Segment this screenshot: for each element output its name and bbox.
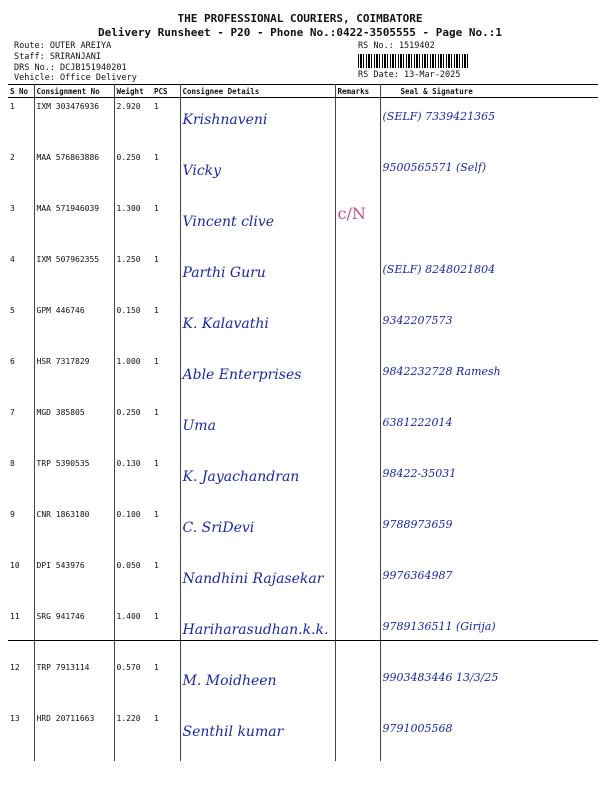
row-sno: 11 xyxy=(8,608,34,659)
row-signature: 9842232728 Ramesh xyxy=(382,365,501,378)
table-row xyxy=(8,98,598,150)
row-remarks xyxy=(335,710,380,761)
row-weight: 1.220 xyxy=(116,714,141,723)
row-weight: 0.250 xyxy=(116,408,141,417)
row-remarks xyxy=(335,455,380,506)
table-row xyxy=(8,200,598,251)
row-signature xyxy=(380,200,598,251)
route-label: Route: OUTER AREIYA xyxy=(14,41,112,51)
row-consignment-no: IXM 507962355 xyxy=(34,251,114,302)
row-remarks: c/N xyxy=(335,200,380,251)
row-pcs: 1 xyxy=(152,506,180,557)
row-weight: 0.570 xyxy=(116,663,141,672)
row-signature: (SELF) 8248021804 xyxy=(382,263,496,276)
table-row xyxy=(8,353,598,404)
row-pcs: 1 xyxy=(152,710,180,761)
row-remarks xyxy=(335,608,380,659)
row-consignee: Vincent clive xyxy=(180,200,335,251)
row-consignment-no: SRG 941746 xyxy=(34,608,114,659)
row-remarks xyxy=(335,659,380,710)
row-signature: 6381222014 xyxy=(382,416,453,429)
row-pcs: 1 xyxy=(152,200,180,251)
row-pcs: 1 xyxy=(152,98,180,150)
row-signature: 9976364987 xyxy=(382,569,453,582)
row-consignment-no: GPM 446746 xyxy=(34,302,114,353)
table-row xyxy=(8,608,598,659)
row-sno: 4 xyxy=(8,251,34,302)
row-weight: 1.300 xyxy=(116,204,141,213)
row-consignment-no: HRD 20711663 xyxy=(34,710,114,761)
row-consignment-no: MAA 576863886 xyxy=(34,149,114,200)
company-title: THE PROFESSIONAL COURIERS, COIMBATORE xyxy=(177,12,423,25)
row-remarks xyxy=(335,404,380,455)
row-consignee: Krishnaveni xyxy=(180,98,335,150)
table-row xyxy=(8,404,598,455)
row-pcs: 1 xyxy=(152,404,180,455)
runsheet-subtitle: Delivery Runsheet - P20 - Phone No.:0422-3505555 - Page No.:1 xyxy=(98,26,502,39)
row-sno: 2 xyxy=(8,149,34,200)
row-weight: 1.400 xyxy=(116,612,141,621)
row-remarks xyxy=(335,302,380,353)
row-consignment-no: MGD 385805 xyxy=(34,404,114,455)
row-remarks xyxy=(335,506,380,557)
table-row xyxy=(8,710,598,761)
row-weight: 0.130 xyxy=(116,459,141,468)
rs-number: RS No.: 1519402 xyxy=(358,41,435,51)
row-consignee: K. Jayachandran xyxy=(180,455,335,506)
row-consignee: Senthil kumar xyxy=(180,710,335,761)
row-pcs: 1 xyxy=(152,659,180,710)
row-remarks xyxy=(335,149,380,200)
row-weight: 1.000 xyxy=(116,357,141,366)
row-sno: 1 xyxy=(8,98,34,150)
row-sno: 12 xyxy=(8,659,34,710)
row-signature: 9789136511 (Girija) xyxy=(382,620,496,633)
drs-number: DRS No.: DCJB151940201 xyxy=(14,63,127,73)
barcode xyxy=(358,54,470,68)
vehicle-label: Vehicle: Office Delivery xyxy=(14,73,137,83)
row-pcs: 1 xyxy=(152,149,180,200)
table-row xyxy=(8,149,598,200)
row-remarks xyxy=(335,353,380,404)
row-consignee: Uma xyxy=(180,404,335,455)
table-header-row xyxy=(8,85,598,98)
row-sno: 10 xyxy=(8,557,34,608)
row-pcs: 1 xyxy=(152,302,180,353)
table-bottom-rule xyxy=(8,640,598,641)
row-consignee: Hariharasudhan.k.k. xyxy=(180,608,335,659)
col-consignee: Consignee Details xyxy=(180,85,335,98)
row-remarks xyxy=(335,251,380,302)
row-consignee: M. Moidheen xyxy=(180,659,335,710)
row-sno: 9 xyxy=(8,506,34,557)
col-remarks: Remarks xyxy=(335,85,380,98)
row-sno: 3 xyxy=(8,200,34,251)
row-pcs: 1 xyxy=(152,557,180,608)
row-consignment-no: TRP 5390535 xyxy=(34,455,114,506)
row-consignee: C. SriDevi xyxy=(180,506,335,557)
table-row xyxy=(8,506,598,557)
row-signature: 9788973659 xyxy=(382,518,453,531)
table-row xyxy=(8,251,598,302)
row-sno: 13 xyxy=(8,710,34,761)
row-pcs: 1 xyxy=(152,455,180,506)
row-pcs: 1 xyxy=(152,353,180,404)
row-consignment-no: MAA 571946039 xyxy=(34,200,114,251)
col-sno: S No xyxy=(8,85,34,98)
row-consignee: Parthi Guru xyxy=(180,251,335,302)
row-remarks xyxy=(335,98,380,150)
row-signature: (SELF) 7339421365 xyxy=(382,110,496,123)
row-sno: 5 xyxy=(8,302,34,353)
col-signature: Seal & Signature xyxy=(380,85,598,98)
row-consignment-no: HSR 7317829 xyxy=(34,353,114,404)
row-remarks xyxy=(335,557,380,608)
row-sno: 8 xyxy=(8,455,34,506)
row-weight: 2.920 xyxy=(116,102,141,111)
row-pcs: 1 xyxy=(152,608,180,659)
row-signature: 9903483446 13/3/25 xyxy=(382,671,499,684)
row-weight: 0.250 xyxy=(116,153,141,162)
row-weight: 0.150 xyxy=(116,306,141,315)
staff-label: Staff: SRIRANJANI xyxy=(14,52,101,62)
col-consignment: Consignment No xyxy=(34,85,114,98)
row-signature: 9342207573 xyxy=(382,314,453,327)
row-consignment-no: TRP 7913114 xyxy=(34,659,114,710)
table-row xyxy=(8,659,598,710)
rs-date: RS Date: 13-Mar-2025 xyxy=(358,70,461,80)
row-consignment-no: IXM 303476936 xyxy=(34,98,114,150)
row-signature: 98422-35031 xyxy=(382,467,457,480)
row-sno: 6 xyxy=(8,353,34,404)
table-row xyxy=(8,455,598,506)
col-pcs: PCS xyxy=(152,85,180,98)
row-consignment-no: DPI 543976 xyxy=(34,557,114,608)
col-weight: Weight xyxy=(114,85,152,98)
row-consignee: Vicky xyxy=(180,149,335,200)
row-consignment-no: CNR 1863180 xyxy=(34,506,114,557)
row-signature: 9500565571 (Self) xyxy=(382,161,487,174)
row-weight: 0.050 xyxy=(116,561,141,570)
table-row xyxy=(8,557,598,608)
row-consignee: K. Kalavathi xyxy=(180,302,335,353)
row-weight: 0.100 xyxy=(116,510,141,519)
row-sno: 7 xyxy=(8,404,34,455)
row-consignee: Nandhini Rajasekar xyxy=(180,557,335,608)
table-row xyxy=(8,302,598,353)
row-pcs: 1 xyxy=(152,251,180,302)
row-consignee: Able Enterprises xyxy=(180,353,335,404)
row-signature: 9791005568 xyxy=(382,722,453,735)
runsheet-table xyxy=(8,84,598,761)
row-weight: 1.250 xyxy=(116,255,141,264)
